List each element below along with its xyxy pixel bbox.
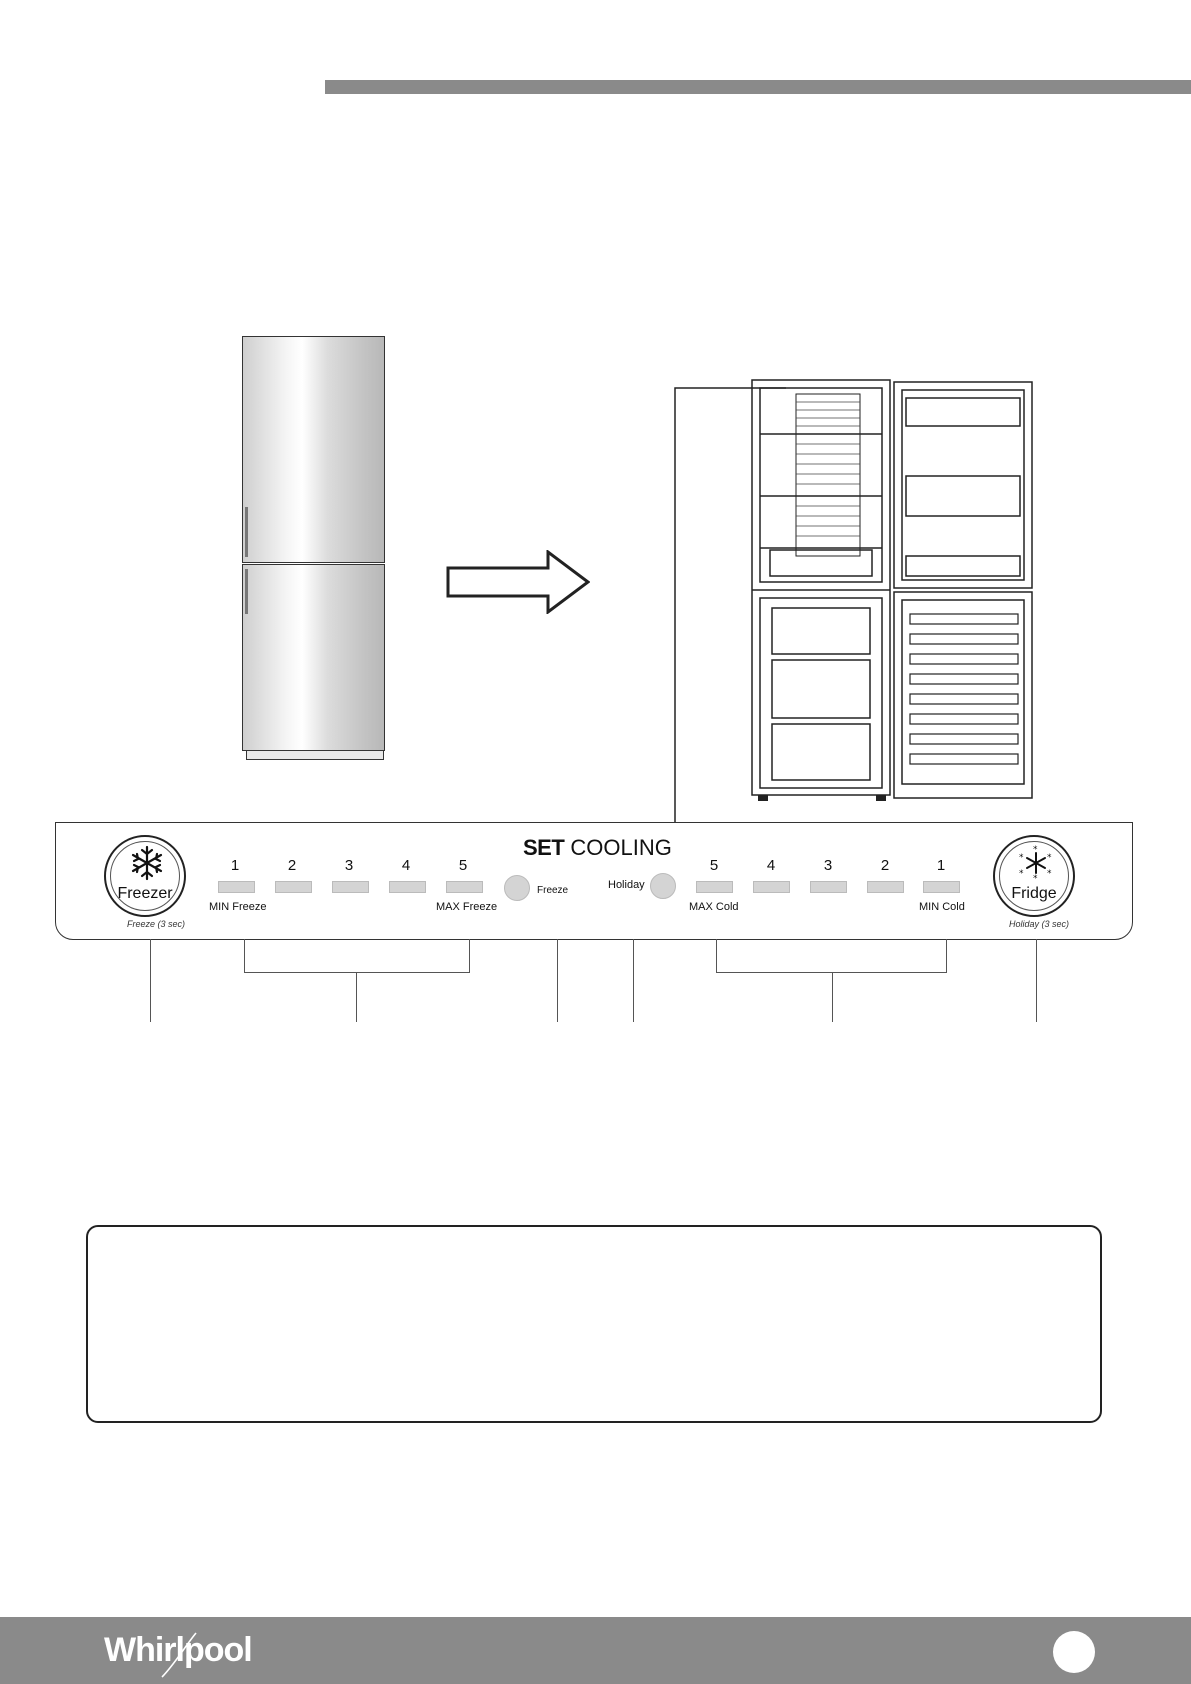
fridge-door-handle <box>245 507 248 557</box>
svg-text:*: * <box>1033 874 1038 881</box>
freezer-level-number: 3 <box>344 857 354 874</box>
svg-text:*: * <box>1019 869 1024 879</box>
svg-text:*: * <box>1033 845 1038 855</box>
svg-text:*: * <box>1019 853 1024 863</box>
page-number-dot <box>1053 1631 1095 1673</box>
fridge-level-led <box>696 881 733 893</box>
footer-bar <box>0 1617 1191 1684</box>
svg-text:Whirlpool: Whirlpool <box>104 1631 252 1669</box>
fridge-levels-leader-line <box>832 972 833 1022</box>
svg-text:*: * <box>1047 853 1052 863</box>
freezer-levels-bracket-bottom <box>244 972 470 973</box>
fridge-level-led <box>753 881 790 893</box>
freezer-button-label: Freezer <box>117 885 173 902</box>
closed-fridge-illustration <box>242 336 385 761</box>
freezer-level-led <box>218 881 255 893</box>
fridge-level-number: 5 <box>709 857 719 874</box>
fridge-level-number: 3 <box>823 857 833 874</box>
freezer-button-leader-line <box>150 939 151 1022</box>
fridge-levels-bracket-right <box>946 939 947 973</box>
freezer-level-number: 2 <box>287 857 297 874</box>
holiday-indicator-label: Holiday <box>608 879 645 891</box>
closed-fridge-base <box>246 750 384 760</box>
freezer-level-led <box>446 881 483 893</box>
freezer-level-led <box>389 881 426 893</box>
freeze-indicator-leader-line <box>557 939 558 1022</box>
min-freeze-label: MIN Freeze <box>209 901 267 913</box>
holiday-indicator-leader-line <box>633 939 634 1022</box>
freezer-level-led <box>332 881 369 893</box>
notice-box <box>86 1225 1102 1423</box>
fridge-button[interactable] <box>993 835 1075 917</box>
closed-freezer-bottom-door <box>242 564 385 751</box>
fridge-sub-label: Holiday (3 sec) <box>1008 919 1070 929</box>
max-freeze-label: MAX Freeze <box>436 901 498 913</box>
snowflake-icon <box>129 845 165 881</box>
fridge-level-number: 4 <box>766 857 776 874</box>
freezer-levels-bracket-right <box>469 939 470 973</box>
freeze-indicator-label: Freeze <box>537 885 569 896</box>
whirlpool-logo <box>104 1625 254 1681</box>
header-bar <box>325 80 1191 94</box>
fridge-level-number: 2 <box>880 857 890 874</box>
fridge-button-leader-line <box>1036 939 1037 1022</box>
freezer-levels-leader-line <box>356 972 357 1022</box>
freezer-levels-bracket-left <box>244 939 245 973</box>
display-callout-line <box>670 384 790 864</box>
freezer-sub-label: Freeze (3 sec) <box>126 919 186 929</box>
closed-fridge-top-door <box>242 336 385 563</box>
fridge-snowflake-icon <box>1018 845 1054 881</box>
right-arrow-icon <box>446 550 590 614</box>
holiday-indicator <box>650 873 676 899</box>
set-cooling-title: SET COOLING <box>523 835 672 860</box>
freezer-level-number: 4 <box>401 857 411 874</box>
fridge-level-led <box>923 881 960 893</box>
control-panel <box>55 822 1133 940</box>
freezer-level-led <box>275 881 312 893</box>
freezer-level-number: 5 <box>458 857 468 874</box>
fridge-levels-bracket-left <box>716 939 717 973</box>
freezer-button[interactable] <box>104 835 186 917</box>
fridge-button-label: Fridge <box>1011 885 1057 902</box>
min-cold-label: MIN Cold <box>919 901 965 913</box>
fridge-level-number: 1 <box>936 857 946 874</box>
svg-text:*: * <box>1047 869 1052 879</box>
freezer-level-number: 1 <box>230 857 240 874</box>
max-cold-label: MAX Cold <box>689 901 739 913</box>
freeze-indicator <box>504 875 530 901</box>
freezer-door-handle <box>245 569 248 614</box>
fridge-level-led <box>810 881 847 893</box>
fridge-level-led <box>867 881 904 893</box>
